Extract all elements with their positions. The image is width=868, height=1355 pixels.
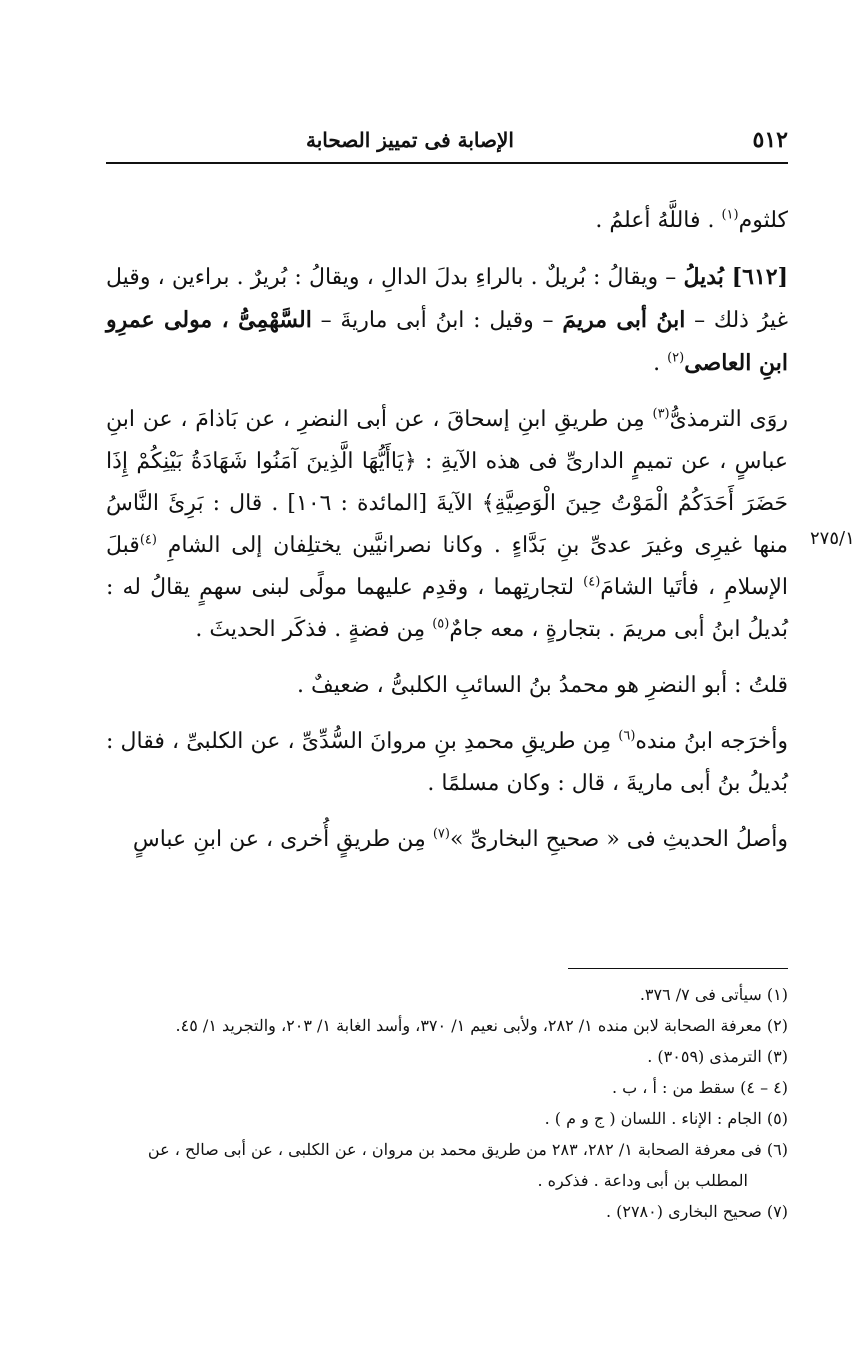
text-span: مِن طريقٍ أُخرى ، عن ابنِ عباسٍ bbox=[132, 827, 433, 852]
paragraph-6 bbox=[106, 819, 788, 861]
footnote-divider bbox=[568, 968, 788, 969]
running-title: الإصابة فى تمييز الصحابة bbox=[306, 128, 514, 152]
footnote-7: (٧) صحيح البخارى (٢٧٨٠) . bbox=[605, 1202, 788, 1221]
paragraph-4: قلتُ : أبو النضرِ هو محمدُ بنُ السائبِ الكلبىُّ ، ضعيفٌ . bbox=[297, 673, 788, 698]
footnote-ref-4-end[interactable]: (٤) bbox=[583, 574, 601, 590]
text-span: قبلَ الإسلامِ ، فأتَيا الشامَ bbox=[106, 533, 788, 600]
name-bold: السَّهْمِىُّ ، مولى عمرِو ابنِ العاصى bbox=[106, 307, 788, 376]
margin-note: ٢٧٥/١ bbox=[810, 528, 855, 549]
text-span: مِن فضةٍ . فذكَر الحديثَ . bbox=[195, 617, 433, 642]
page-number: ٥١٢ bbox=[752, 127, 788, 153]
footnote-ref-2[interactable]: (٢) bbox=[667, 350, 685, 366]
main-text bbox=[106, 200, 788, 875]
text-span: مِن طريقِ ابنِ إسحاقَ ، عن أبى النضرِ ، عن بَاذامَ ، عن ابنِ عباسٍ ، عن تميمٍ الدارىِّ فى هذه الآيةِ : ﴿يَاأَيُّهَا الَّذِينَ آمَنُوا شَهَادَةُ بَيْنِكُمْ إِذَا حَضَرَ أَحَدَكُمُ الْمَوْتُ حِينَ الْوَصِيَّةِ﴾ الآيةَ [المائدة : ١٠٦] . قال : بَرِئَ النَّاسُ منها غيرِى وغيرَ عدىِّ بنِ بَدَّاءٍ . وكانا نصرانيَّين يختلِفان إلى الشامِ bbox=[106, 407, 788, 558]
footnote-1: (١) سيأتى فى ٧/ ٣٧٦. bbox=[639, 985, 788, 1004]
name-bold: ابنُ أبى مريمَ bbox=[562, 307, 686, 333]
footnotes-section bbox=[106, 968, 788, 1227]
footnote-ref-5[interactable]: (٥) bbox=[432, 616, 450, 632]
footnote-ref-1[interactable]: (١) bbox=[721, 207, 739, 223]
paragraph-1 bbox=[106, 200, 788, 242]
footnote-ref-6[interactable]: (٦) bbox=[618, 728, 636, 744]
footnote-ref-3[interactable]: (٣) bbox=[652, 406, 670, 422]
text-span: . فاللَّهُ أعلمُ . bbox=[595, 208, 722, 233]
paragraph-5 bbox=[106, 721, 788, 805]
footnote-ref-4-start[interactable]: (٤) bbox=[139, 532, 157, 548]
text-span: . bbox=[653, 351, 668, 376]
paragraph-2-entry bbox=[106, 256, 788, 385]
paragraph-3 bbox=[106, 399, 788, 651]
footnote-5: (٥) الجام : الإناء . اللسان ( ج و م ) . bbox=[544, 1109, 788, 1128]
footnote-2: (٢) معرفة الصحابة لابن منده ١/ ٢٨٢، ولأبى نعيم ١/ ٣٧٠، وأسد الغابة ١/ ٢٠٣، والتجريد ١/ ٤٥. bbox=[175, 1016, 788, 1035]
text-span: وأصلُ الحديثِ فى « صحيحِ البخارىِّ » bbox=[449, 827, 788, 852]
footnote-ref-7[interactable]: (٧) bbox=[432, 826, 450, 842]
text-span: روَى الترمذىُّ bbox=[669, 407, 789, 432]
page-header bbox=[106, 118, 788, 164]
footnote-4: (٤ – ٤) سقط من : أ ، ب . bbox=[611, 1078, 788, 1097]
text-span: كلثوم bbox=[738, 208, 788, 233]
text-span: مِن طريقِ محمدِ بنِ مروانَ السُّدِّىِّ ، عن الكلبىِّ ، فقال : بُديلُ بنُ أبى ماريةَ ، قال : وكان مسلمًا . bbox=[106, 729, 788, 796]
text-span: – ويقالُ : بُريلٌ . بالراءِ بدلَ الدالِ ، ويقالُ : بُريرٌ . براءين ، وقيل غيرُ ذلك – bbox=[106, 265, 788, 333]
text-span: وأخرَجه ابنُ منده bbox=[635, 729, 788, 754]
entry-heading: [٦١٢] بُديلُ bbox=[683, 264, 788, 290]
text-span: – وقيل : ابنُ أبى ماريةَ – bbox=[311, 308, 563, 333]
footnote-6-continued: المطلب بن أبى وداعة . فذكره . bbox=[537, 1171, 748, 1190]
text-span: لتجارتِهما ، وقدِم عليهما مولًى لبنى سهمٍ يقالُ له : بُديلُ ابنُ أبى مريمَ . بتجارةٍ ، معه جامٌ bbox=[106, 575, 788, 642]
footnote-3: (٣) الترمذى (٣٠٥٩) . bbox=[647, 1047, 788, 1066]
footnote-6: (٦) فى معرفة الصحابة ١/ ٢٨٢، ٢٨٣ من طريق محمد بن مروان ، عن الكلبى ، عن أبى صالح ، عن bbox=[147, 1140, 788, 1159]
